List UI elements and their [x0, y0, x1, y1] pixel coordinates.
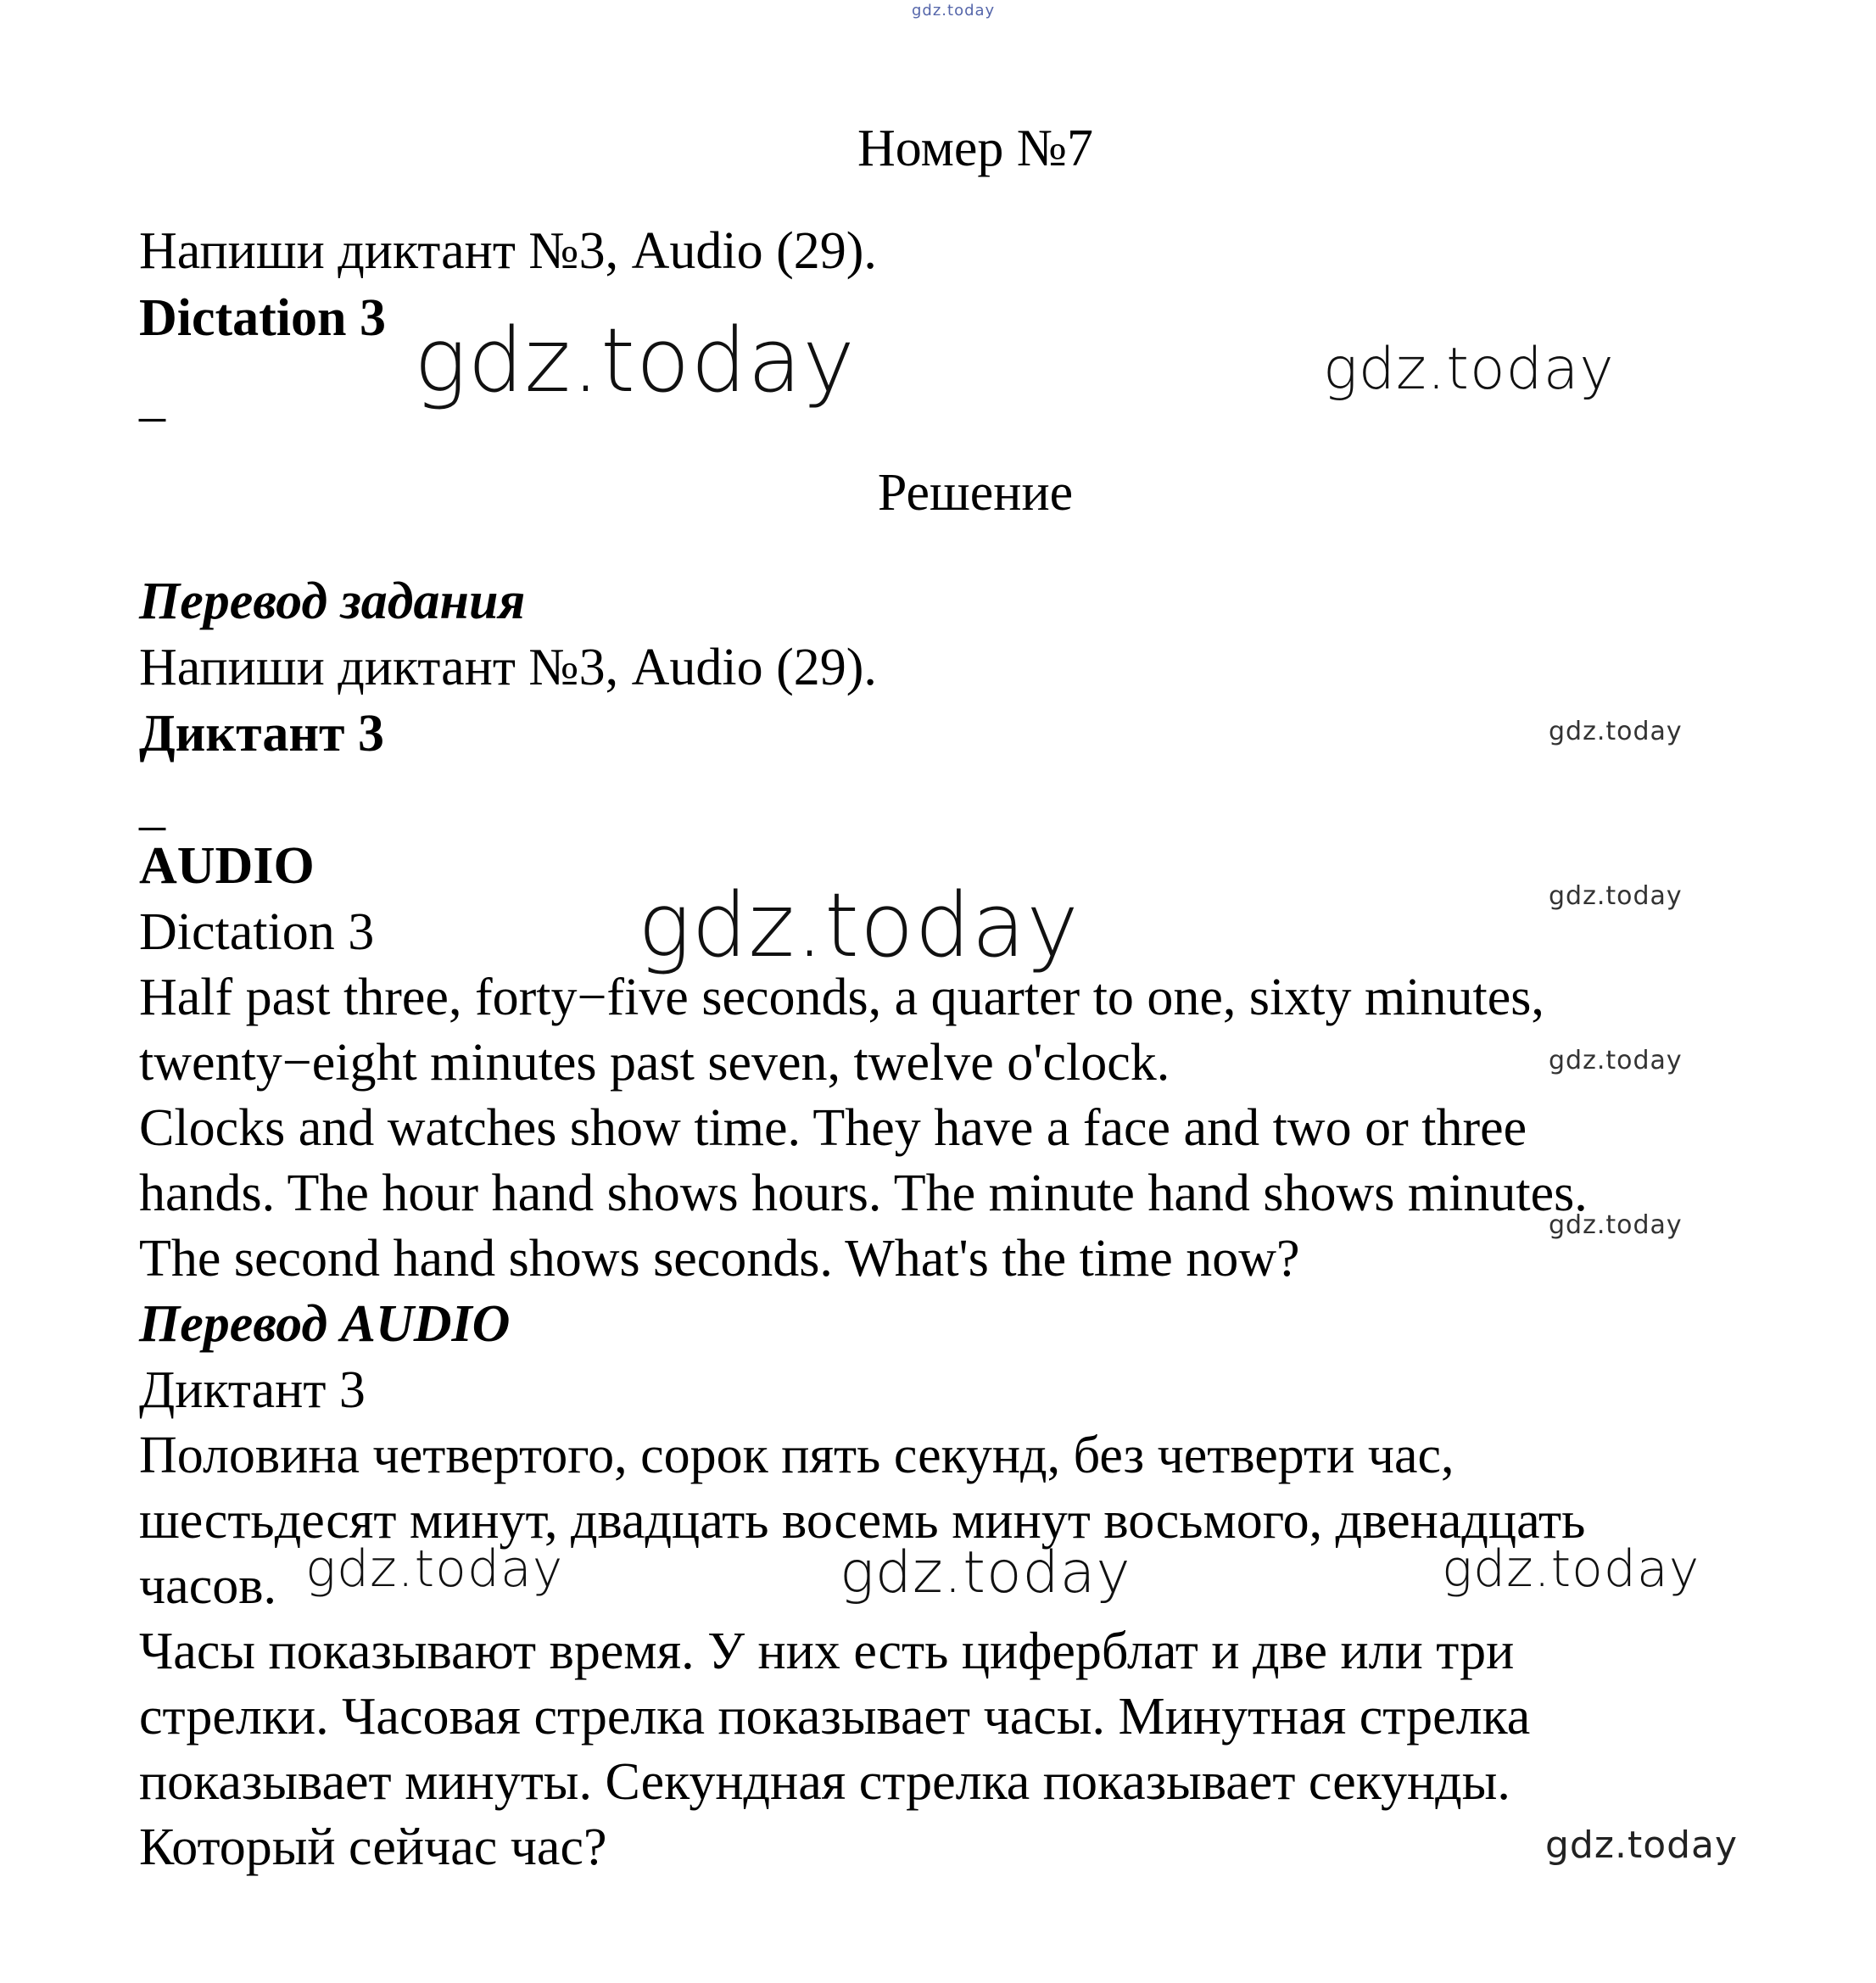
audio-translation-heading: Перевод AUDIO: [139, 1295, 511, 1353]
audio-line: The second hand shows seconds. What's the time now?: [139, 1230, 1300, 1288]
watermark: gdz.today: [840, 1539, 1131, 1606]
page-title: Номер №7: [857, 120, 1093, 177]
watermark: gdz.today: [1545, 1824, 1739, 1867]
watermark: gdz.today: [1323, 336, 1615, 403]
task-title: Dictation 3: [139, 289, 387, 347]
watermark-top: gdz.today: [912, 2, 996, 20]
audio-line: twenty−eight minutes past seven, twelve o'clock.: [139, 1034, 1170, 1092]
watermark: gdz.today: [414, 309, 856, 412]
watermark: gdz.today: [638, 874, 1080, 977]
watermark: gdz.today: [1549, 1210, 1683, 1240]
watermark: gdz.today: [1549, 717, 1683, 746]
audio-translation-line: часов.: [139, 1557, 276, 1615]
audio-heading: AUDIO: [139, 837, 315, 895]
audio-title: Dictation 3: [139, 903, 375, 961]
solution-heading: Решение: [877, 464, 1074, 522]
audio-translation-line: шестьдесят минут, двадцать восемь минут восьмого, двенадцать: [139, 1492, 1586, 1550]
translation-heading: Перевод задания: [139, 573, 526, 630]
audio-line: hands. The hour hand shows hours. The minute hand shows minutes.: [139, 1165, 1588, 1222]
translation-blank: _: [139, 778, 165, 835]
audio-line: Half past three, forty−five seconds, a quarter to one, sixty minutes,: [139, 969, 1544, 1026]
audio-translation-line: Часы показывают время. У них есть циферблат и две или три: [139, 1623, 1515, 1680]
task-blank: _: [139, 369, 165, 427]
task-text: Напиши диктант №3, Audio (29).: [139, 222, 877, 280]
watermark: gdz.today: [1549, 1046, 1683, 1075]
translation-title: Диктант 3: [139, 705, 384, 762]
audio-translation-line: стрелки. Часовая стрелка показывает часы. Минутная стрелка: [139, 1688, 1531, 1746]
translation-text: Напиши диктант №3, Audio (29).: [139, 639, 877, 696]
watermark: gdz.today: [1442, 1539, 1700, 1599]
watermark: gdz.today: [1549, 881, 1683, 911]
watermark: gdz.today: [305, 1539, 564, 1599]
audio-translation-title: Диктант 3: [139, 1361, 366, 1419]
audio-translation-line: показывает минуты. Секундная стрелка показывает секунды.: [139, 1753, 1510, 1811]
audio-translation-line: Половина четвертого, сорок пять секунд, без четверти час,: [139, 1427, 1454, 1484]
audio-translation-line: Который сейчас час?: [139, 1818, 607, 1876]
audio-line: Clocks and watches show time. They have a face and two or three: [139, 1099, 1527, 1157]
